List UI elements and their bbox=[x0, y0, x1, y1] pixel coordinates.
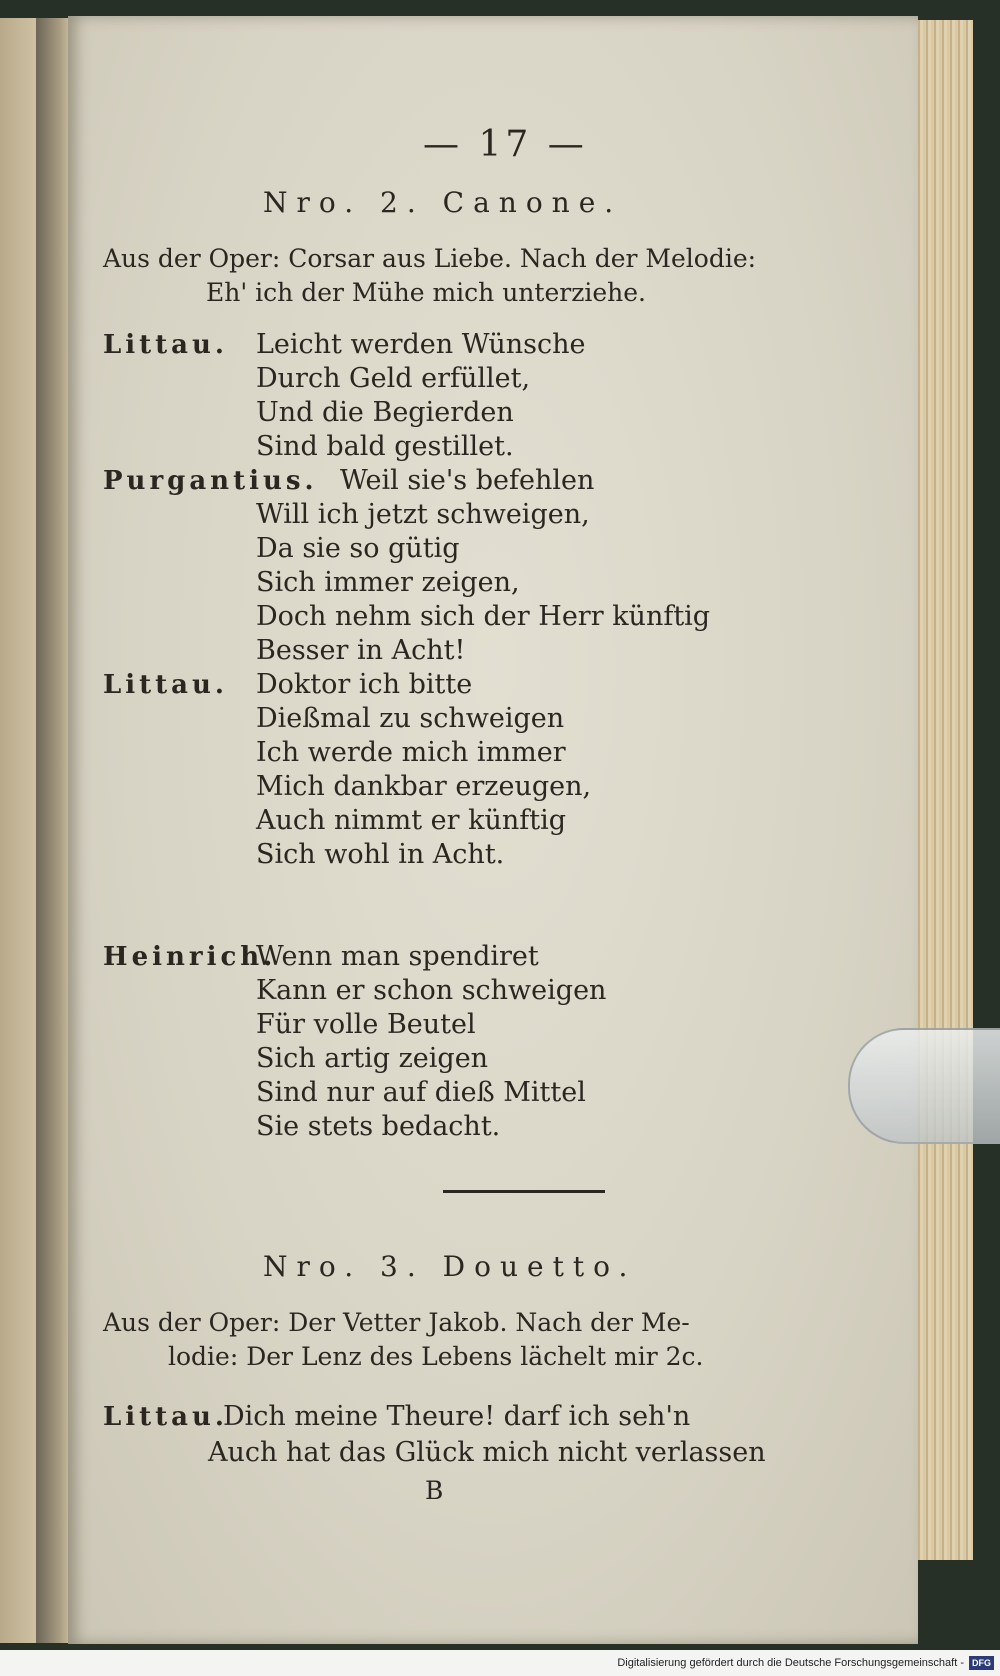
speaker-name: Littau. bbox=[103, 670, 228, 700]
speaker-name: Littau. bbox=[103, 1402, 228, 1432]
verse-line: Sich wohl in Acht. bbox=[256, 839, 505, 870]
verse-line: Und die Begierden bbox=[256, 397, 514, 428]
verse-line: Sind bald gestillet. bbox=[256, 431, 514, 462]
verse-block bbox=[256, 668, 591, 872]
verse-line: Sich immer zeigen, bbox=[256, 567, 520, 598]
footer-bar bbox=[0, 1650, 1000, 1676]
section-subtitle-1: Aus der Oper: Der Vetter Jakob. Nach der Me- bbox=[103, 1308, 690, 1337]
verse-line: Für volle Beutel bbox=[256, 1009, 476, 1040]
verse-line: Durch Geld erfüllet, bbox=[256, 363, 531, 394]
speaker-name: Heinrich. bbox=[103, 942, 277, 972]
verse-line: Da sie so gütig bbox=[256, 533, 460, 564]
book-page bbox=[68, 16, 918, 1644]
verse-line: Ich werde mich immer bbox=[256, 737, 566, 768]
verse-line: Doktor ich bitte bbox=[256, 669, 473, 700]
verse-line: Dießmal zu schweigen bbox=[256, 703, 565, 734]
section-subtitle-1: Aus der Oper: Corsar aus Liebe. Nach der Melodie: bbox=[103, 244, 757, 273]
verse-line: Sich artig zeigen bbox=[256, 1043, 489, 1074]
speaker-name: Littau. bbox=[103, 330, 228, 360]
verse-line: Auch hat das Glück mich nicht verlassen bbox=[208, 1437, 766, 1468]
verse-block bbox=[256, 328, 586, 464]
verse-line: Kann er schon schweigen bbox=[256, 975, 607, 1006]
verse-line: Weil sie's befehlen bbox=[340, 465, 595, 496]
book-gutter bbox=[36, 18, 70, 1643]
verse-line: Sie stets bedacht. bbox=[256, 1111, 501, 1142]
page-clip bbox=[848, 1028, 1000, 1144]
verse-block bbox=[256, 464, 710, 668]
verse-line: Mich dankbar erzeugen, bbox=[256, 771, 592, 802]
section-subtitle-2: lodie: Der Lenz des Lebens lächelt mir 2c. bbox=[168, 1342, 704, 1371]
speaker-name: Purgantius. bbox=[103, 466, 318, 496]
verse-line: Besser in Acht! bbox=[256, 635, 466, 666]
verse-line: Auch nimmt er künftig bbox=[256, 805, 567, 836]
verse-line: Leicht werden Wünsche bbox=[256, 329, 586, 360]
section-heading-douetto: Nro. 3. Douetto. bbox=[263, 1250, 637, 1283]
section-heading-canone: Nro. 2. Canone. bbox=[263, 186, 623, 219]
footer-credit: Digitalisierung gefördert durch die Deutsche Forschungsgemeinschaft - bbox=[617, 1657, 964, 1669]
verse-line: Sind nur auf dieß Mittel bbox=[256, 1077, 586, 1108]
signature-mark: B bbox=[425, 1476, 444, 1505]
verse-block bbox=[256, 940, 606, 1144]
verse-line: Will ich jetzt schweigen, bbox=[256, 499, 590, 530]
page-number: — 17 — bbox=[423, 124, 588, 165]
section-subtitle-2: Eh' ich der Mühe mich unterziehe. bbox=[206, 278, 647, 307]
section-divider bbox=[443, 1190, 605, 1193]
verse-line: Dich meine Theure! darf ich seh'n bbox=[223, 1401, 691, 1432]
dfg-logo: DFG bbox=[969, 1656, 994, 1670]
verse-line: Wenn man spendiret bbox=[256, 941, 539, 972]
verse-line: Doch nehm sich der Herr künftig bbox=[256, 601, 711, 632]
